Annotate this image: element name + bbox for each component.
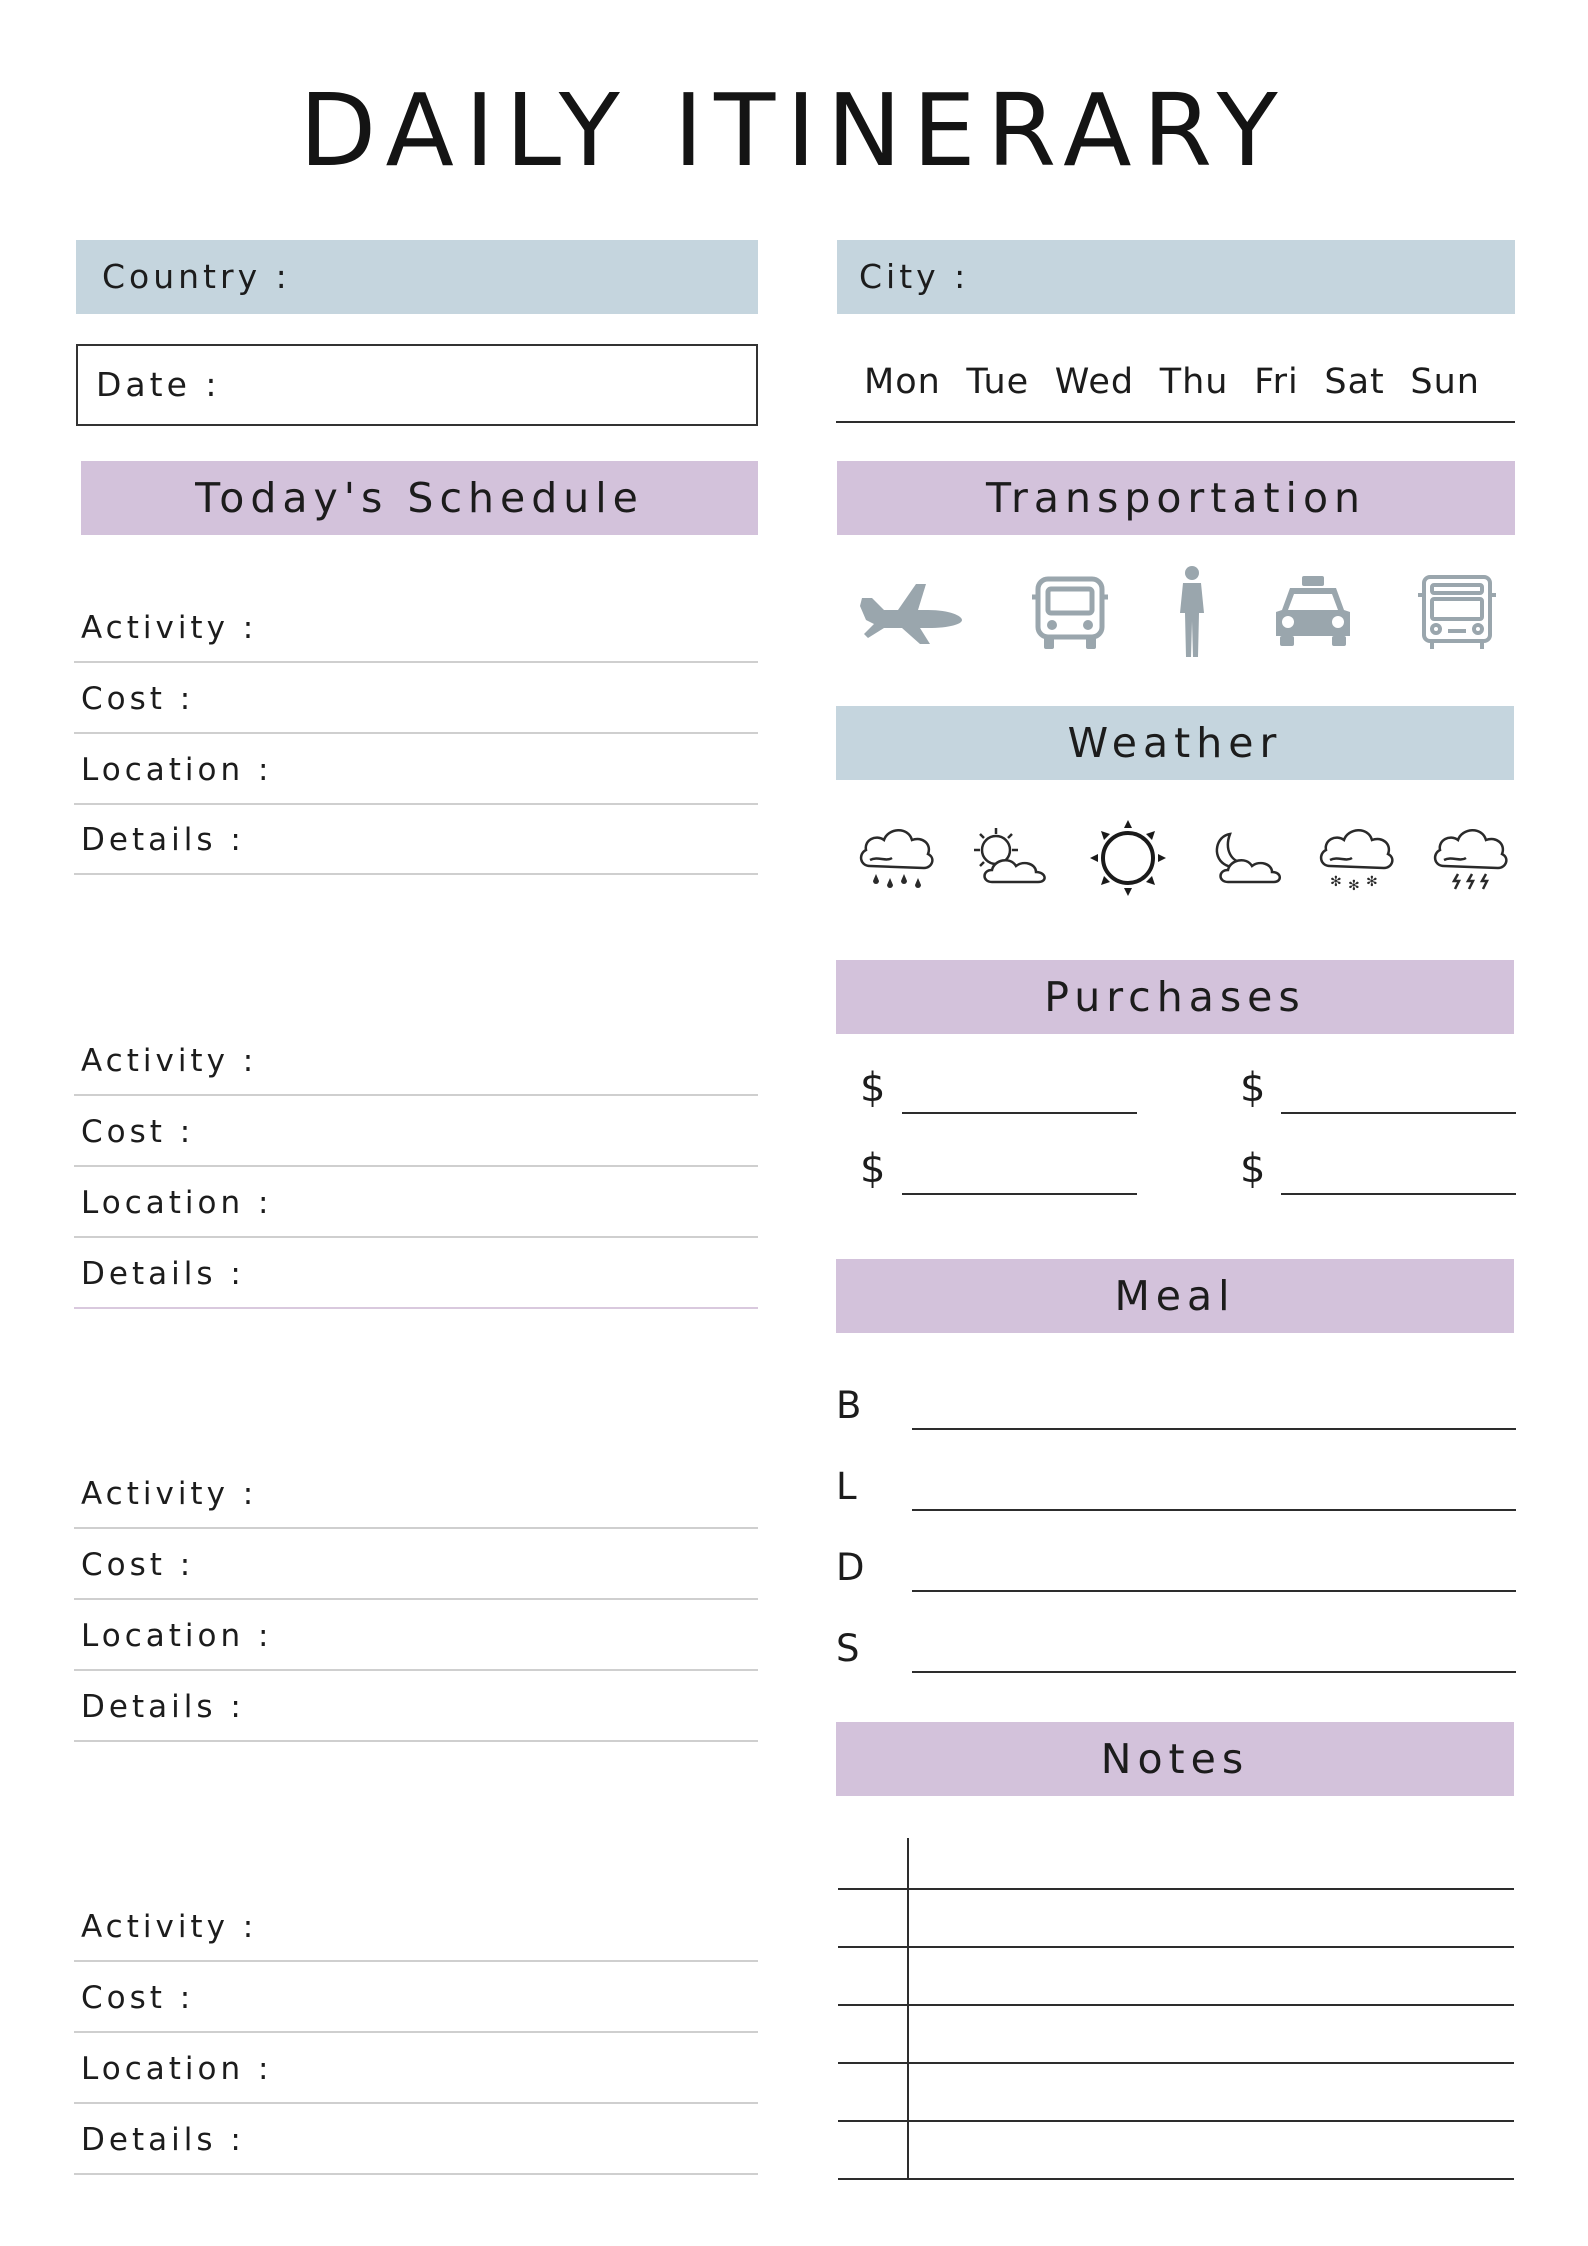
partly-cloudy-icon[interactable] <box>970 826 1050 890</box>
taxi-icon[interactable] <box>1272 574 1354 648</box>
purchase-1-line[interactable] <box>902 1112 1137 1114</box>
schedule-4-activity-line[interactable] <box>74 1960 758 1962</box>
purchase-4-line[interactable] <box>1281 1193 1516 1195</box>
meal-breakfast-label: B <box>836 1384 862 1427</box>
schedule-1-details: Details : <box>81 822 245 858</box>
airplane-icon[interactable] <box>858 576 964 646</box>
schedule-4-location: Location : <box>81 2051 273 2087</box>
schedule-1-activity-line[interactable] <box>74 661 758 663</box>
notes-line[interactable] <box>838 2178 1514 2180</box>
schedule-1-cost: Cost : <box>81 681 195 717</box>
schedule-3-details: Details : <box>81 1689 245 1725</box>
meal-snack-label: S <box>836 1627 860 1670</box>
purchase-2-line[interactable] <box>1281 1112 1516 1114</box>
city-field[interactable] <box>837 240 1515 314</box>
schedule-2-location: Location : <box>81 1185 273 1221</box>
notes-line[interactable] <box>838 2004 1514 2006</box>
meal-heading: Meal <box>836 1259 1514 1333</box>
date-field[interactable] <box>76 344 758 426</box>
schedule-3-activity: Activity : <box>81 1476 258 1512</box>
schedule-4-cost: Cost : <box>81 1980 195 2016</box>
schedule-2-activity: Activity : <box>81 1043 258 1079</box>
meal-snack-line[interactable] <box>912 1671 1516 1673</box>
country-label: Country : <box>102 257 291 296</box>
sun-icon[interactable] <box>1090 820 1166 896</box>
schedule-4-cost-line[interactable] <box>74 2031 758 2033</box>
schedule-4-details: Details : <box>81 2122 245 2158</box>
meal-dinner-label: D <box>836 1546 865 1589</box>
schedule-4-activity: Activity : <box>81 1909 258 1945</box>
weekday-underline <box>836 421 1515 423</box>
schedule-3-cost: Cost : <box>81 1547 195 1583</box>
meal-breakfast-line[interactable] <box>912 1428 1516 1430</box>
date-label: Date : <box>96 365 221 404</box>
notes-line[interactable] <box>838 2120 1514 2122</box>
schedule-4-details-line[interactable] <box>74 2173 758 2175</box>
svg-text:✻: ✻ <box>1330 874 1342 890</box>
bus-icon[interactable] <box>1030 575 1110 651</box>
day-tue[interactable]: Tue <box>966 362 1030 402</box>
schedule-3-location: Location : <box>81 1618 273 1654</box>
transportation-heading: Transportation <box>837 461 1515 535</box>
meal-dinner-line[interactable] <box>912 1590 1516 1592</box>
day-fri[interactable]: Fri <box>1254 362 1299 402</box>
day-sun[interactable]: Sun <box>1410 362 1480 402</box>
notes-line[interactable] <box>838 2062 1514 2064</box>
meal-lunch-line[interactable] <box>912 1509 1516 1511</box>
schedule-3-details-line[interactable] <box>74 1740 758 1742</box>
schedule-heading: Today's Schedule <box>81 461 758 535</box>
schedule-2-details-line[interactable] <box>74 1307 758 1309</box>
schedule-1-details-line[interactable] <box>74 873 758 875</box>
schedule-2-details: Details : <box>81 1256 245 1292</box>
weekday-selector <box>864 362 1480 402</box>
moon-cloud-icon[interactable] <box>1202 828 1282 888</box>
city-label: City : <box>859 257 970 296</box>
purchase-4-currency: $ <box>1240 1146 1266 1192</box>
day-sat[interactable]: Sat <box>1324 362 1385 402</box>
schedule-1-cost-line[interactable] <box>74 732 758 734</box>
notes-line[interactable] <box>838 1888 1514 1890</box>
rain-cloud-icon[interactable] <box>856 822 936 892</box>
thunderstorm-cloud-icon[interactable] <box>1430 822 1510 892</box>
walking-person-icon[interactable] <box>1172 565 1212 659</box>
notes-line[interactable] <box>838 1946 1514 1948</box>
day-mon[interactable]: Mon <box>864 362 941 402</box>
schedule-1-activity: Activity : <box>81 610 258 646</box>
svg-text:✻: ✻ <box>1366 874 1378 890</box>
day-thu[interactable]: Thu <box>1159 362 1229 402</box>
country-field[interactable] <box>76 240 758 314</box>
schedule-2-cost: Cost : <box>81 1114 195 1150</box>
schedule-2-cost-line[interactable] <box>74 1165 758 1167</box>
schedule-3-activity-line[interactable] <box>74 1527 758 1529</box>
meal-lunch-label: L <box>836 1465 857 1508</box>
schedule-2-location-line[interactable] <box>74 1236 758 1238</box>
schedule-2-activity-line[interactable] <box>74 1094 758 1096</box>
purchase-1-currency: $ <box>860 1065 886 1111</box>
tram-icon[interactable] <box>1416 573 1498 651</box>
schedule-3-location-line[interactable] <box>74 1669 758 1671</box>
schedule-1-location-line[interactable] <box>74 803 758 805</box>
day-wed[interactable]: Wed <box>1054 362 1135 402</box>
schedule-3-cost-line[interactable] <box>74 1598 758 1600</box>
purchase-3-line[interactable] <box>902 1193 1137 1195</box>
weather-heading: Weather <box>836 706 1514 780</box>
purchases-heading: Purchases <box>836 960 1514 1034</box>
purchase-2-currency: $ <box>1240 1065 1266 1111</box>
snow-cloud-icon[interactable] <box>1316 822 1396 892</box>
page-title: DAILY ITINERARY <box>299 72 1289 189</box>
purchase-3-currency: $ <box>860 1146 886 1192</box>
notes-heading: Notes <box>836 1722 1514 1796</box>
svg-text:✻: ✻ <box>1348 878 1360 892</box>
schedule-4-location-line[interactable] <box>74 2102 758 2104</box>
schedule-1-location: Location : <box>81 752 273 788</box>
